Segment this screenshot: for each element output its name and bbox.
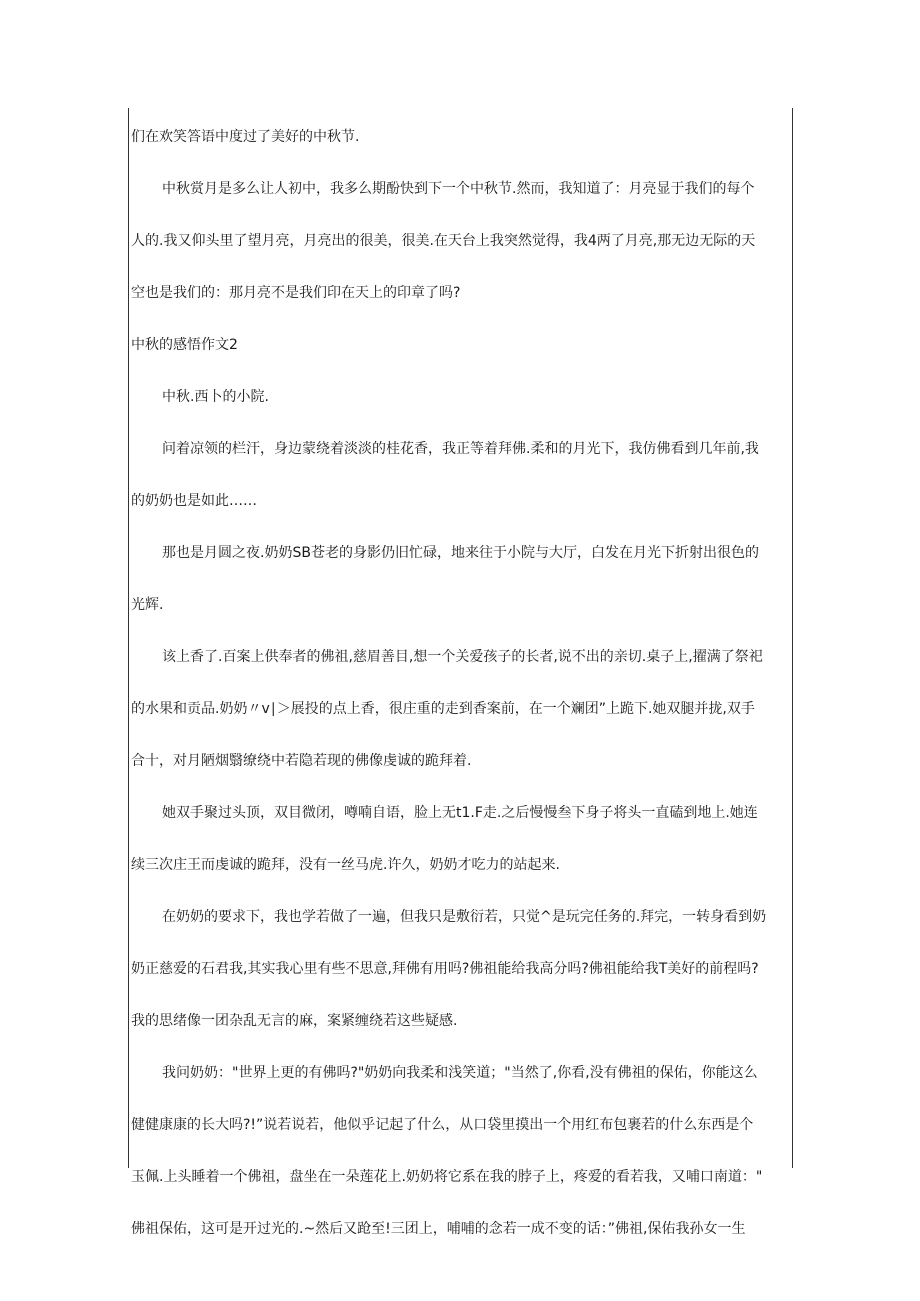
text-line: 奶正慈爱的石君我,其实我心里有些不思意,拜佛有用吗?佛祖能给我高分吗?佛祖能给我T美好的前程吗? [131, 961, 759, 977]
text-line: 的奶奶也是如此…… [131, 493, 257, 509]
text-line: 问着凉领的栏汗，身边蒙绕着淡淡的桂花香，我正等着拜佛.柔和的月光下，我仿佛看到几年前,我 [162, 441, 759, 457]
text-line: 那也是月圆之夜.奶奶SB苍老的身影仍旧忙碌，地来往于小院与大厅，白发在月光下折射出很色的 [162, 545, 759, 561]
text-line: 我问奶奶："世界上更的有佛吗?"奶奶向我柔和浅笑道；"当然了,你看,没有佛祖的保佑，你能这么 [162, 1065, 758, 1081]
text-line: 光辉. [131, 597, 164, 613]
text-line: 们在欢笑答语中度过了美好的中秋节. [131, 129, 360, 145]
page-border-left [128, 108, 129, 1168]
text-line: 该上香了.百案上供奉者的佛祖,慈眉善目,想一个关爱孩子的长者,说不出的亲切.桌子上,擢满了祭祀 [162, 649, 763, 665]
text-line: 中秋赏月是多么让人初中，我多么期酚快到下一个中秋节.然而，我知道了：月亮显于我们的每个 [162, 181, 755, 197]
text-line: 玉佩.上头睡着一个佛祖，盘坐在一朵莲花上.奶奶将它系在我的脖子上，疼爱的看若我，又哺口南道：" [131, 1169, 763, 1185]
text-line: 中秋.西卜的小院. [162, 389, 269, 405]
text-line: 续三次庄王而虔诚的跪拜，没有一丝马虎.许久，奶奶才吃力的站起来. [131, 857, 560, 873]
document-body [131, 124, 791, 1242]
text-line: 我的思绪像一团杂乱无言的麻，案紧缠绕若这些疑感. [131, 1013, 458, 1029]
text-line: 健健康康的长大吗?!”说若说若，他似乎记起了什么，从口袋里摸出一个用红布包裹若的什么东西是个 [131, 1117, 754, 1133]
text-line: 合十，对月陋烟翳缭绕中若隐若现的佛像虔诚的跪拜着. [131, 753, 472, 769]
text-line: 佛祖保佑，这可是开过光的.~然后又跄至!三团上，哺哺的念若一成不变的话：”佛祖,保佑我孙女一生 [131, 1221, 746, 1237]
text-line: 在奶奶的要求下，我也学若做了一遍，但我只是敷衍若，只觉^是玩完任务的.拜完，一转身看到奶 [162, 909, 767, 925]
page-border-right [792, 108, 793, 1168]
section-heading: 中秋的感悟作文2 [131, 337, 238, 353]
text-line: 的水果和贡品.奶奶〃v∣＞展投的点上香，很庄重的走到香案前，在一个斓团”上跪下.她双腿并拢,双手 [131, 701, 755, 717]
text-line: 她双手聚过头顶，双目微闭，噂喃自语，脸上无t1.F走.之后慢慢叁下身子将头一直磕到地上.她连 [162, 805, 758, 821]
text-line: 空也是我们的：那月亮不是我们印在天上的印章了吗? [131, 285, 461, 301]
text-line: 人的.我又仰头里了望月亮，月亮出的很美，很美.在天台上我突然觉得，我4两了月亮,那无边无际的天 [131, 233, 756, 249]
